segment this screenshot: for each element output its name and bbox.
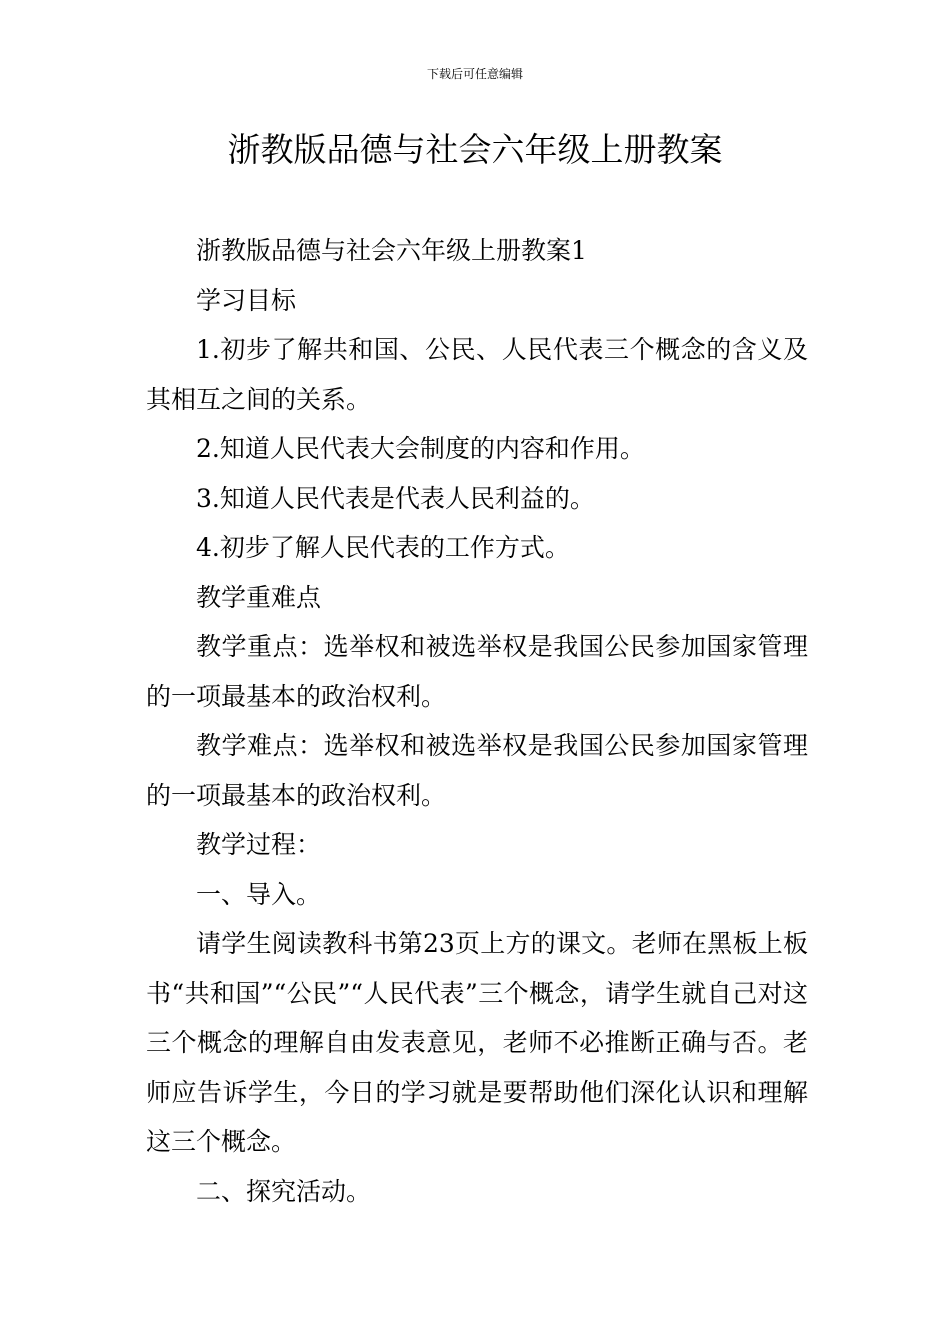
document-body bbox=[146, 226, 808, 1216]
subtitle-paragraph: 浙教版品德与社会六年级上册教案1 bbox=[196, 236, 587, 265]
step-heading-inquiry: 二、探究活动。 bbox=[196, 1176, 372, 1206]
section-heading-process: 教学过程： bbox=[196, 830, 322, 859]
header-note: 下载后可任意编辑 bbox=[426, 67, 523, 81]
document-title: 浙教版品德与社会六年级上册教案 bbox=[227, 130, 723, 169]
key-point-paragraph: 教学重点：选举权和被选举权是我国公民参加国家管理的一项最基本的政治权利。 bbox=[146, 632, 808, 711]
section-heading-objectives: 学习目标 bbox=[196, 285, 297, 315]
difficult-point-paragraph: 教学难点：选举权和被选举权是我国公民参加国家管理的一项最基本的政治权利。 bbox=[146, 731, 808, 810]
objective-item-1: 1.初步了解共和国、公民、人民代表三个概念的含义及其相互之间的关系。 bbox=[146, 335, 808, 414]
objective-item-2: 2.知道人民代表大会制度的内容和作用。 bbox=[196, 434, 645, 463]
intro-paragraph: 请学生阅读教科书第23页上方的课文。老师在黑板上板书“共和国”“公民”“人民代表”三个概念，请学生就自己对这三个概念的理解自由发表意见，老师不必推断正确与否。老师应告诉学生，今日的学习就是要帮助他们深化认识和理解这三个概念。 bbox=[146, 929, 808, 1156]
section-heading-key-points: 教学重难点 bbox=[196, 582, 322, 612]
step-heading-intro: 一、导入。 bbox=[196, 879, 322, 909]
objective-item-4: 4.初步了解人民代表的工作方式。 bbox=[196, 533, 570, 562]
objective-item-3: 3.知道人民代表是代表人民利益的。 bbox=[196, 483, 595, 513]
